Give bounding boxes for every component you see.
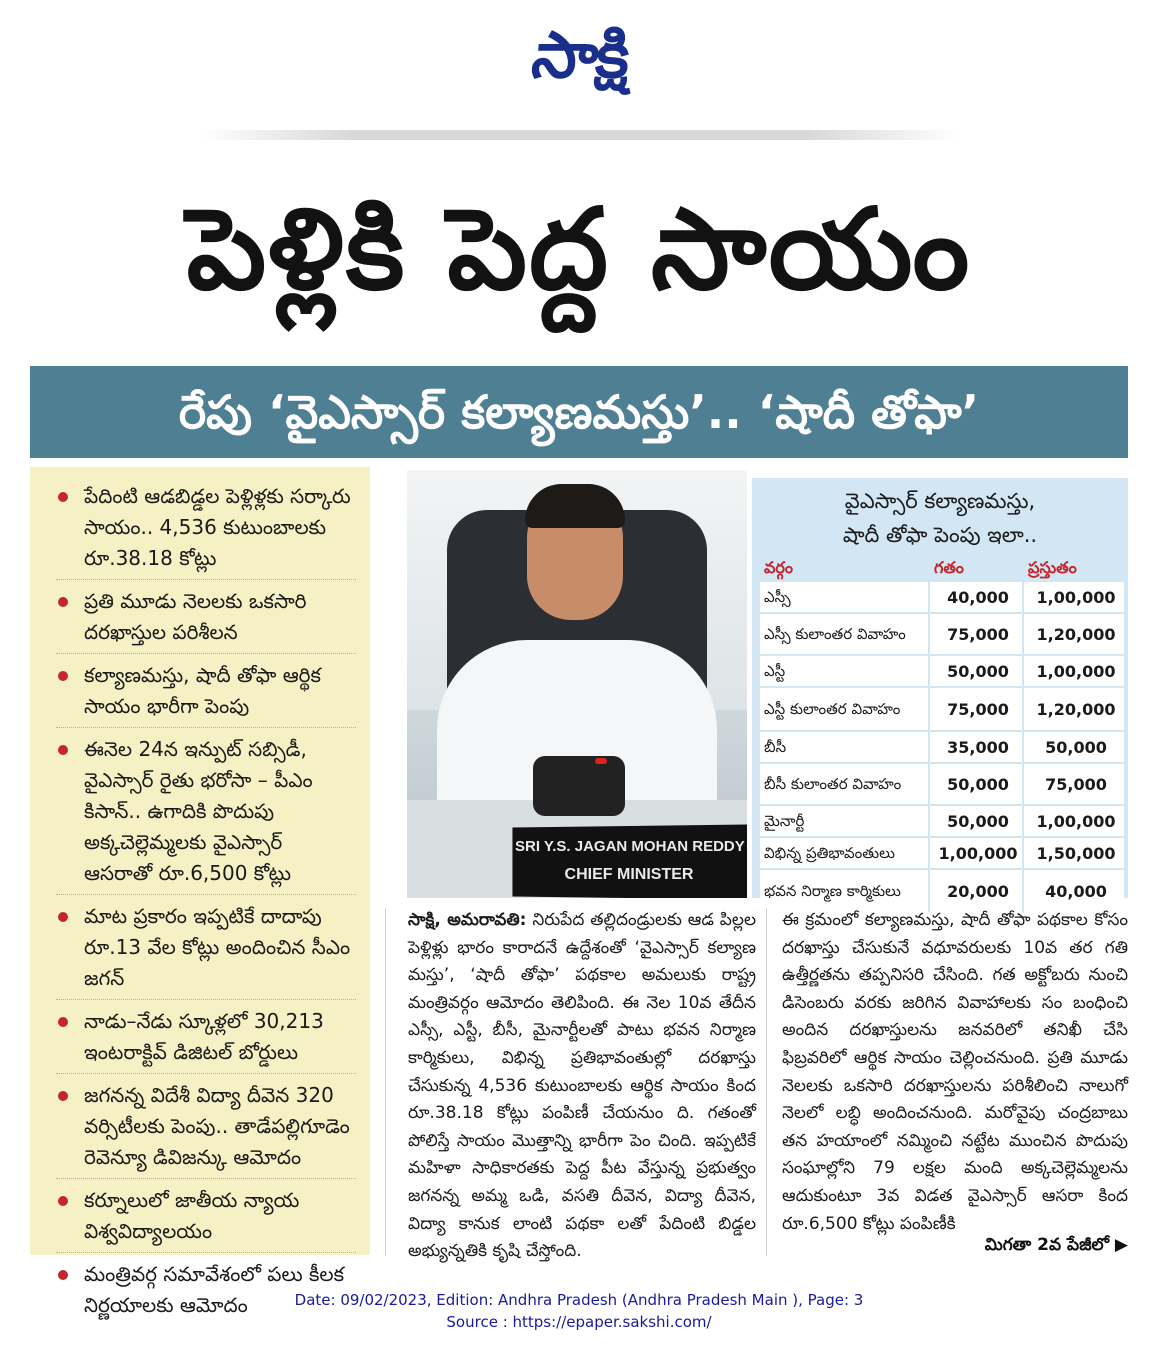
cell-current: 1,50,000 [1036,843,1116,863]
bullet-icon [58,1196,68,1206]
column-divider [766,908,767,1256]
article-text: ఈ క్రమంలో కల్యాణమస్తు, షాదీ తోఫా పథకాల కోసం దరఖాస్తు చేసుకునే వధూవరులకు 10వ తర గతి ఉత్తీర్ణతను తప్పనిసరి చేసింది. గత అక్టోబరు నుంచి డిసెంబరు వరకు జరిగిన వివాహాలకు సం బంధించి అందిన దరఖాస్తులను జనవరిలో తనిఖీ చేసి ఫిబ్రవరిలో ఆర్థిక సాయం చెల్లించనుంది. ప్రతి మూడు నెలలకు ఒకసారి దరఖాస్తులను పరిశీలించి నాలుగో నెలలో లబ్ధి అందించనుంది. మరోవైపు చంద్రబాబు తన హయాంలో నమ్మించి నట్టేట ముంచిన పొదుపు సంఘాల్లోని 79 లక్షల మంది అక్కచెల్లెమ్మలను ఆదుకుంటూ 3వ విడత వైఎస్సార్ ఆసరా కింద రూ.6,500 కోట్లు పంపిణీకి [782,910,1128,1234]
divider [200,130,960,140]
highlight-item: మంత్రివర్గ సమావేశంలో పలు కీలక నిర్ణయాలకు ఆమోదం [56,1259,356,1326]
header-current: ప్రస్తుతం [1028,558,1077,577]
article-column-1 [408,907,756,1266]
cell-previous: 50,000 [934,806,1024,836]
microphone-light [595,758,607,764]
highlight-item: నాడు–నేడు స్కూళ్లలో 30,213 ఇంటరాక్టివ్ డిజిటల్ బోర్డులు [56,1006,356,1074]
cell-previous: 40,000 [934,582,1024,612]
bullet-icon [58,597,68,607]
bullet-icon [58,1270,68,1280]
chief-minister-photo [407,470,747,898]
assistance-table [752,478,1128,901]
cell-current: 50,000 [1045,737,1107,757]
bullet-icon [58,745,68,755]
dateline: సాక్షి, అమరావతి: [408,910,527,930]
highlight-item: కర్నూలులో జాతీయ న్యాయ విశ్వవిద్యాలయం [56,1185,356,1253]
highlight-item: కల్యాణమస్తు, షాదీ తోఫా ఆర్థిక సాయం భారీగా పెంపు [56,660,356,728]
table-row [760,870,1124,912]
cell-current: 40,000 [1045,881,1107,901]
table-row [760,582,1124,612]
highlight-item: ఈనెల 24న ఇన్పుట్ సబ్సిడీ, వైఎస్సార్ రైతు భరోసా – పీఎం కిసాన్.. ఉగాదికి పొదుపు అక్కచెల్లెమ్మలకు వైఎస్సార్ ఆసరాతో రూ.6,500 కోట్లు [56,734,356,895]
logo-text: సాక్షి [528,19,632,93]
cell-current: 75,000 [1045,774,1107,794]
cell-category: విభిన్న ప్రతిభావంతులు [764,838,930,868]
cell-category: ఎస్సీ కులాంతర వివాహం [764,614,930,654]
cell-category: ఎస్టీ కులాంతర వివాహం [764,688,930,730]
cell-category: భవన నిర్మాణ కార్మికులు [764,870,930,912]
headline: పెళ్లికి పెద్ద సాయం [186,185,972,315]
table-row [760,764,1124,804]
cell-previous: 50,000 [934,764,1024,804]
table-row [760,656,1124,686]
table-row [760,688,1124,730]
article-text: నిరుపేద తల్లిదండ్రులకు ఆడ పిల్లల పెళ్లిళ్లు భారం కారాదనే ఉద్దేశంతో ‘వైఎస్సార్ కల్యాణ మస్తు’, ‘షాదీ తోఫా’ పథకాల అమలుకు రాష్ట్ర మంత్రివర్గం ఆమోదం తెలిపింది. ఈ నెల 10వ తేదీన ఎస్సీ, ఎస్టీ, బీసీ, మైనార్టీలతో పాటు భవన నిర్మాణ కార్మికులు, విభిన్న ప్రతిభావంతుల్లో దరఖాస్తు చేసుకున్న 4,536 కుటుంబాలకు ఆర్థిక సాయం కింద రూ.38.18 కోట్లు పంపిణీ చేయనుం ది. గతంతో పోలిస్తే సాయం మొత్తాన్ని భారీగా పెం చింది. ఇప్పటికే మహిళా సాధికారతకు పెద్ద పీట వేస్తున్న ప్రభుత్వం జగనన్న అమ్మ ఒడి, వసతి దీవెన, విద్యా దీవెన, విద్యా కానుక లాంటి పథకా లతో పేదింటి బిడ్డల అభ్యున్నతికి కృషి చేస్తోంది. [408,910,756,1262]
cell-previous: 50,000 [934,656,1024,686]
cell-category: ఎస్టీ [764,656,930,686]
cell-current: 1,00,000 [1036,587,1116,607]
highlight-item: ప్రతి మూడు నెలలకు ఒకసారి దరఖాస్తుల పరిశీలన [56,586,356,654]
bullet-icon [58,492,68,502]
cell-current: 1,00,000 [1036,661,1116,681]
table-row [760,614,1124,654]
cell-current: 1,00,000 [1036,811,1116,831]
microphone-base [533,756,625,816]
article-column-2 [782,907,1128,1238]
cell-category: బీసీ [764,732,930,762]
table-header [752,555,1128,579]
table-row [760,732,1124,762]
highlights-box [30,467,370,1317]
cell-previous: 75,000 [934,688,1024,730]
header-category: వర్గం [764,558,793,577]
highlight-item: పేదింటి ఆడబిడ్డల పెళ్లిళ్లకు సర్కారు సాయం.. 4,536 కుటుంబాలకు రూ.38.18 కోట్లు [56,481,356,580]
bullet-icon [58,1091,68,1101]
header-previous: గతం [934,558,964,577]
bullet-icon [58,912,68,922]
cell-category: ఎస్సీ [764,582,930,612]
table-row [760,806,1124,836]
cell-previous: 20,000 [934,870,1024,912]
continued-note: మిగతా 2వ పేజీలో ▶ [984,1235,1128,1255]
edition-info: Date: 09/02/2023, Edition: Andhra Pradesh (Andhra Pradesh Main ), Page: 3 [294,1291,864,1309]
cell-previous: 35,000 [934,732,1024,762]
person-hair [525,484,625,528]
subheadline: రేపు ‘వైఎస్సార్ కల్యాణమస్తు’.. ‘షాదీ తోఫా’ [30,366,1128,458]
bullet-icon [58,671,68,681]
source-link[interactable]: Source : https://epaper.sakshi.com/ [446,1313,712,1331]
cell-current: 1,20,000 [1036,699,1116,719]
table-title: వైఎస్సార్ కల్యాణమస్తు, షాదీ తోఫా పెంపు ఇలా.. [842,489,1038,547]
table-row [760,838,1124,868]
cell-current: 1,20,000 [1036,624,1116,644]
highlight-item: మాట ప్రకారం ఇప్పటికే దాదాపు రూ.13 వేల కోట్లు అందించిన సీఎం జగన్ [56,901,356,1000]
nameplate-line2: CHIEF MINISTER [564,866,694,883]
cell-category: బీసీ కులాంతర వివాహం [764,764,930,804]
column-divider [385,908,386,1256]
bullet-icon [58,1017,68,1027]
cell-category: మైనార్టీ [764,806,930,836]
nameplate-line1: SRI Y.S. JAGAN MOHAN REDDY [515,838,745,855]
cell-previous: 75,000 [934,614,1024,654]
nameplate [512,824,747,898]
highlight-item: జగనన్న విదేశీ విద్యా దీవెన 320 వర్సిటీలకు పెంపు.. తాడేపల్లిగూడెం రెవెన్యూ డివిజన్కు ఆమోదం [56,1080,356,1179]
cell-previous: 1,00,000 [934,838,1024,868]
newspaper-logo [470,8,690,104]
